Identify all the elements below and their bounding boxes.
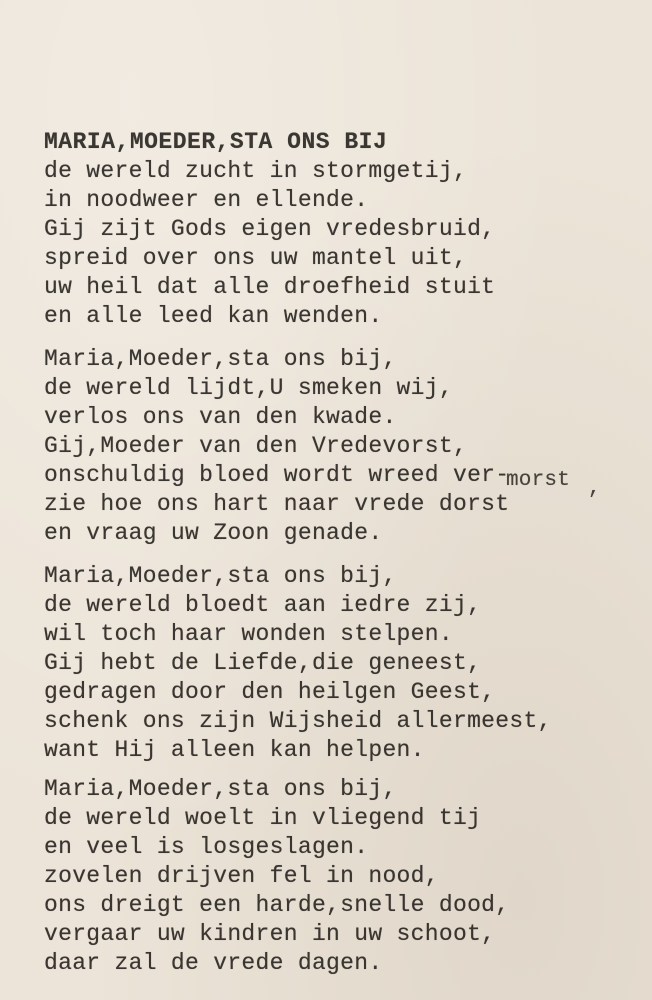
poem-line: verlos ons van den kwade. (44, 404, 397, 430)
stanza-4 (44, 775, 644, 978)
poem-line: de wereld woelt in vliegend tij (44, 805, 482, 831)
poem-line: uw heil dat alle droefheid stuit (44, 274, 496, 300)
poem-title-line: MARIA,MOEDER,STA ONS BIJ (44, 129, 388, 155)
poem-line: wil toch haar wonden stelpen. (44, 621, 453, 647)
poem-line: onschuldig bloed wordt wreed ver- (44, 462, 510, 488)
poem-line: zovelen drijven fel in nood, (44, 863, 439, 889)
overtyped-word: morst (506, 469, 571, 492)
poem-line: Gij zijt Gods eigen vredesbruid, (44, 216, 496, 242)
poem-line: en vraag uw Zoon genade. (44, 520, 383, 546)
poem-line: de wereld zucht in stormgetij, (44, 158, 468, 184)
poem-line: en veel is losgeslagen. (44, 834, 369, 860)
stanza-3 (44, 562, 644, 765)
poem-line: daar zal de vrede dagen. (44, 950, 383, 976)
poem-line: de wereld lijdt,U smeken wij, (44, 375, 453, 401)
stanza-1 (44, 128, 644, 331)
poem-line: en alle leed kan wenden. (44, 303, 383, 329)
poem-line: de wereld bloedt aan iedre zij, (44, 592, 482, 618)
overtyped-comma: , (588, 477, 601, 500)
poem-line: vergaar uw kindren in uw schoot, (44, 921, 496, 947)
poem-line: want Hij alleen kan helpen. (44, 737, 425, 763)
poem-line: Maria,Moeder,sta ons bij, (44, 563, 397, 589)
poem-line: Maria,Moeder,sta ons bij, (44, 346, 397, 372)
poem-line: zie hoe ons hart naar vrede dorst (44, 491, 510, 517)
poem-line: in noodweer en ellende. (44, 187, 369, 213)
poem-line: Gij hebt de Liefde,die geneest, (44, 650, 482, 676)
poem-line: ons dreigt een harde,snelle dood, (44, 892, 510, 918)
poem-line: Maria,Moeder,sta ons bij, (44, 776, 397, 802)
poem-line: gedragen door den heilgen Geest, (44, 679, 496, 705)
stanza-2 (44, 345, 644, 548)
poem-line: schenk ons zijn Wijsheid allermeest, (44, 708, 552, 734)
poem-line: Gij,Moeder van den Vredevorst, (44, 433, 468, 459)
poem-line: spreid over ons uw mantel uit, (44, 245, 468, 271)
